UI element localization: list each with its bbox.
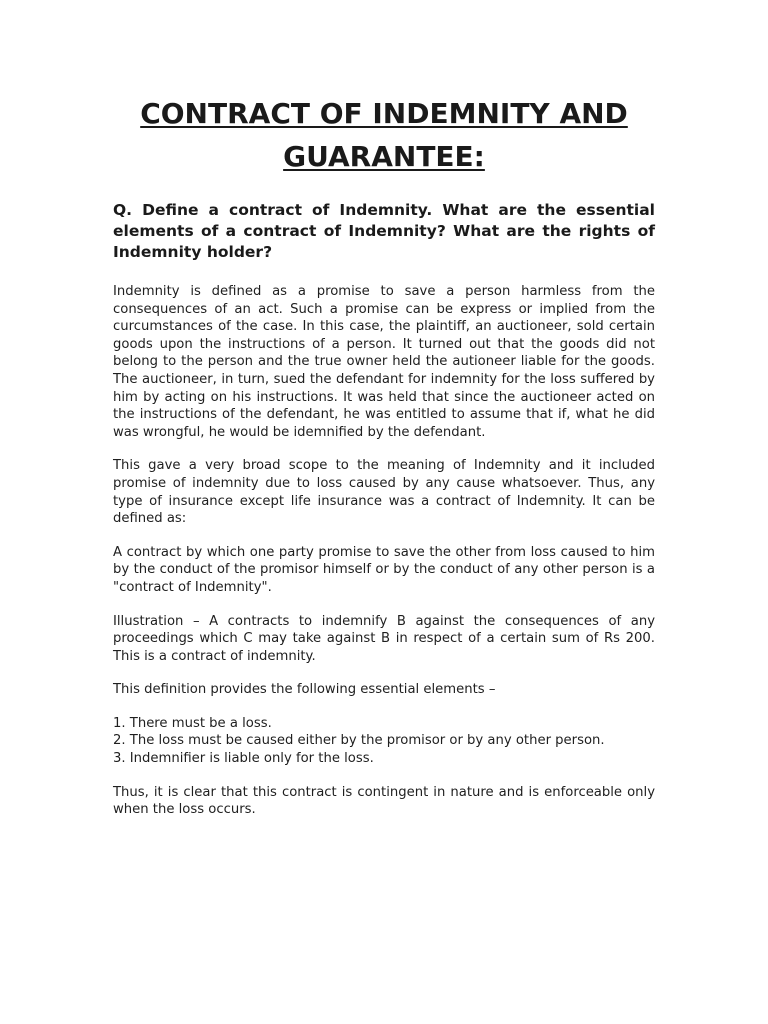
document-body (113, 283, 655, 835)
list-item: 2. The loss must be caused either by the promisor or by any other person. (113, 733, 605, 749)
paragraph-definition: Indemnity is defined as a promise to save a person harmless from the consequences of an act. Such a promise can be express or implied from the curcumstances of the case. In this case, the plaintiff, an auctioneer, sold certain goods upon the instructions of a person. It turned out that the goods did not belong to the person and the true owner held the autioneer liable for the goods. The auctioneer, in turn, sued the defendant for indemnity for the loss suffered by him by acting on his instructions. It was held that since the auctioneer acted on the instructions of the defendant, he was entitled to assume that if, what he did was wrongful, he would be idemnified by the defendant. (113, 284, 655, 440)
question-heading: Q. Define a contract of Indemnity. What are the essential elements of a contract of Indemnity? What are the rights of Indemnity holder? (113, 201, 655, 261)
paragraph-elements-intro: This definition provides the following essential elements – (113, 682, 496, 698)
paragraph-contract-definition: A contract by which one party promise to save the other from loss caused to him by the conduct of the promisor himself or by the conduct of any other person is a "contract of Indemnity". (113, 544, 655, 595)
paragraph-illustration: Illustration – A contracts to indemnify B against the consequences of any proceedings which C may take against B in respect of a certain sum of Rs 200. This is a contract of indemnity. (113, 613, 655, 664)
paragraph-scope: This gave a very broad scope to the meaning of Indemnity and it included promise of indemnity due to loss caused by any cause whatsoever. Thus, any type of insurance except life insurance was a contract of Indemnity. It can be defined as: (113, 458, 655, 527)
essential-elements-list (113, 715, 655, 768)
document-title: CONTRACT OF INDEMNITY AND GUARANTEE: (140, 97, 628, 173)
list-item: 1. There must be a loss. (113, 715, 272, 731)
list-item: 3. Indemnifier is liable only for the loss. (113, 751, 374, 767)
paragraph-conclusion: Thus, it is clear that this contract is contingent in nature and is enforceable only when the loss occurs. (113, 784, 655, 818)
